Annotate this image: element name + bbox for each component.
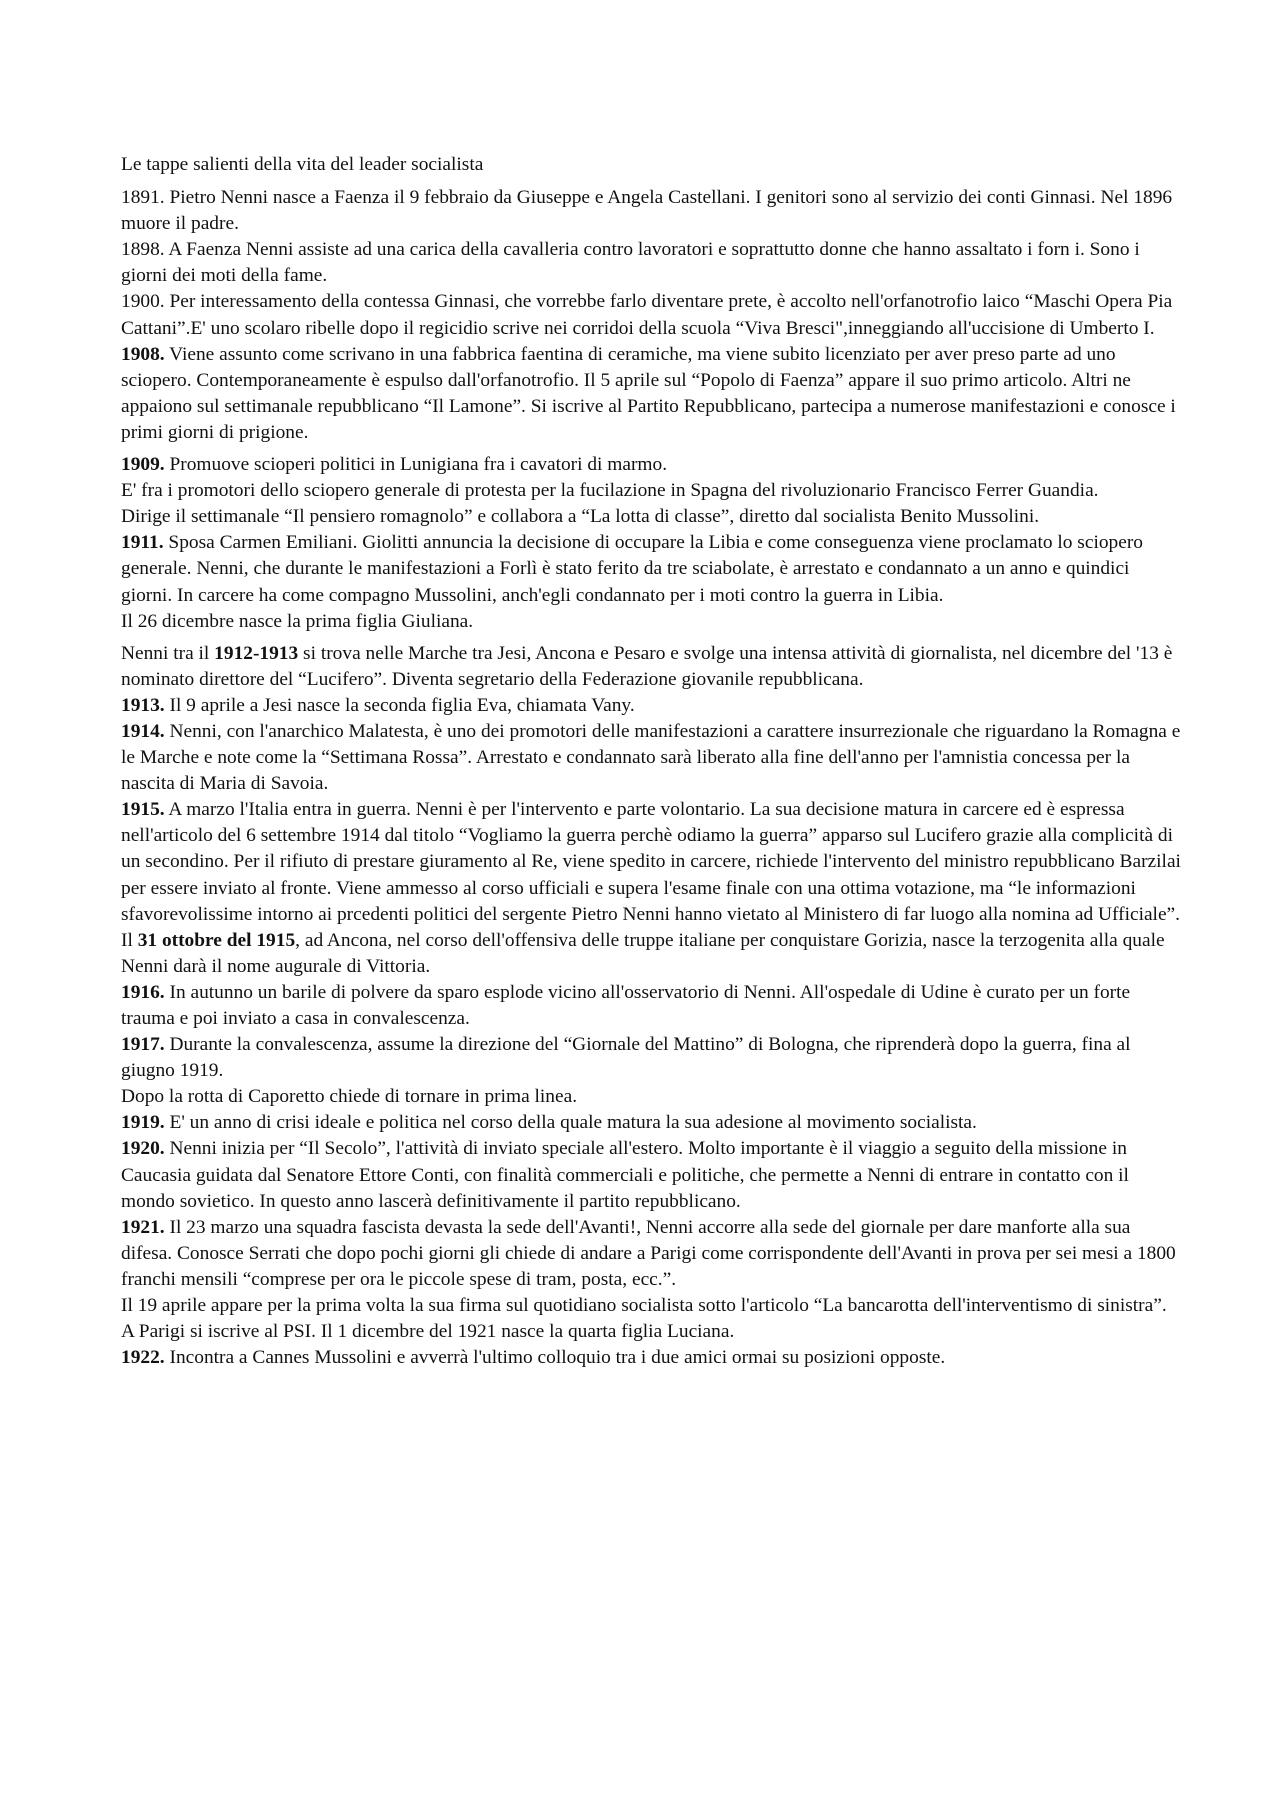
year-label: 1914.	[121, 720, 165, 742]
entry-1908: 1908. Viene assunto come scrivano in una fabbrica faentina di ceramiche, ma viene subito licenziato per aver preso parte ad uno sciopero. Contemporaneamente è espulso dall'orfanotrofio. Il 5 aprile sul “Popolo di Faenza” appare il suo primo articolo. Altri ne appaiono sul settimanale repubblicano “Il Lamone”. Si iscrive al Partito Repubblicano, partecipa a numerose manifestazioni e conosce i primi giorni di prigione.	[121, 343, 1176, 443]
year-label: 1920.	[121, 1138, 165, 1160]
year-label: 1922.	[121, 1347, 165, 1369]
year-label: 1913.	[121, 694, 165, 716]
year-label: 1908.	[121, 343, 165, 365]
entry-1911-giuliana: Il 26 dicembre nasce la prima figlia Giuliana.	[121, 610, 474, 632]
entry-1915-vittoria: Il 31 ottobre del 1915, ad Ancona, nel corso dell'offensiva delle truppe italiane per conquistare Gorizia, nasce la terzogenita alla quale Nenni darà il nome augurale di Vittoria.	[121, 929, 1165, 977]
year-label: 1909.	[121, 454, 165, 476]
year-label: 1917.	[121, 1034, 165, 1056]
entry-1898: 1898. A Faenza Nenni assiste ad una carica della cavalleria contro lavoratori e soprattutto donne che hanno assaltato i forn i. Sono i giorni dei moti della fame.	[121, 239, 1140, 287]
document-title: Le tappe salienti della vita del leader socialista	[121, 154, 484, 175]
entry-1915: 1915. A marzo l'Italia entra in guerra. Nenni è per l'intervento e parte volontario. La sua decisione matura in carcere ed è espressa nell'articolo del 6 settembre 1914 dal titolo “Vogliamo la guerra perchè odiamo la guerra” apparso sul Lucifero grazie alla complicità di un secondino. Per il rifiuto di prestare giuramento al Re, viene spedito in carcere, richiede l'intervento del ministro repubblicano Barzilai per essere inviato al fronte. Viene ammesso al corso ufficiali e supera l'esame finale con una ottima votazione, ma “le informazioni sfavorevolissime intorno ai prcedenti politici del sergente Pietro Nenni hanno vietato al Ministero di far luogo alla nomina ad Ufficiale”.	[121, 799, 1181, 925]
entry-1921: 1921. Il 23 marzo una squadra fascista devasta la sede dell'Avanti!, Nenni accorre alla sede del giornale per dare manforte alla sua difesa. Conosce Serrati che dopo pochi giorni gli chiede di andare a Parigi come corrispondente dell'Avanti in prova per sei mesi a 1800 franchi mensili “comprese per ora le piccole spese di tram, posta, ecc.”.	[121, 1216, 1176, 1290]
entry-1900: 1900. Per interessamento della contessa Ginnasi, che vorrebbe farlo diventare prete, è accolto nell'orfanotrofio laico “Maschi Opera Pia Cattani”.E' uno scolaro ribelle dopo il regicidio scrive nei corridoi della scuola “Viva Bresci",inneggiando all'uccisione di Umberto I.	[121, 291, 1173, 339]
entry-1917-caporetto: Dopo la rotta di Caporetto chiede di tornare in prima linea.	[121, 1086, 578, 1108]
entry-1891: 1891. Pietro Nenni nasce a Faenza il 9 febbraio da Giuseppe e Angela Castellani. I genitori sono al servizio dei conti Ginnasi. Nel 1896 muore il padre.	[121, 187, 1173, 235]
year-label: 1915.	[121, 799, 165, 821]
entry-1909: 1909. Promuove scioperi politici in Lunigiana fra i cavatori di marmo.	[121, 454, 668, 476]
entry-1911: 1911. Sposa Carmen Emiliani. Giolitti annuncia la decisione di occupare la Libia e come conseguenza viene proclamato lo sciopero generale. Nenni, che durante le manifestazioni a Forlì è stato ferito da tre sciabolate, è arrestato e condannato a un anno e quindici giorni. In carcere ha come compagno Mussolini, anch'egli condannato per i moti contro la guerra in Libia.	[121, 532, 1143, 606]
year-label: 1911.	[121, 532, 164, 554]
year-label: 1912-1913	[214, 642, 299, 664]
year-label: 31 ottobre del 1915	[137, 929, 296, 951]
entry-1922: 1922. Incontra a Cannes Mussolini e avverrà l'ultimo colloquio tra i due amici ormai su posizioni opposte.	[121, 1347, 946, 1369]
entry-1909-pensiero: Dirige il settimanale “Il pensiero romagnolo” e collabora a “La lotta di classe”, diretto dal socialista Benito Mussolini.	[121, 506, 1040, 528]
year-label: 1916.	[121, 981, 165, 1003]
entry-1917: 1917. Durante la convalescenza, assume la direzione del “Giornale del Mattino” di Bologna, che riprenderà dopo la guerra, fina al giugno 1919.	[121, 1034, 1131, 1082]
entry-1916: 1916. In autunno un barile di polvere da sparo esplode vicino all'osservatorio di Nenni. All'ospedale di Udine è curato per un forte trauma e poi inviato a casa in convalescenza.	[121, 981, 1131, 1029]
entry-1914: 1914. Nenni, con l'anarchico Malatesta, è uno dei promotori delle manifestazioni a carattere insurrezionale che riguardano la Romagna e le Marche e note come la “Settimana Rossa”. Arrestato e condannato sarà liberato alla fine dell'anno per l'amnistia concessa per la nascita di Maria di Savoia.	[121, 720, 1181, 795]
entry-1913: 1913. Il 9 aprile a Jesi nasce la seconda figlia Eva, chiamata Vany.	[121, 694, 635, 716]
entry-1921-parigi: Il 19 aprile appare per la prima volta la sua firma sul quotidiano socialista sotto l'articolo “La bancarotta dell'interventismo di sinistra”. A Parigi si iscrive al PSI. Il 1 dicembre del 1921 nasce la quarta figlia Luciana.	[121, 1295, 1167, 1343]
entry-1909-ferrer: E' fra i promotori dello sciopero generale di protesta per la fucilazione in Spagna del rivoluzionario Francisco Ferrer Guandia.	[121, 480, 1099, 502]
year-label: 1919.	[121, 1112, 165, 1134]
year-label: 1921.	[121, 1216, 165, 1238]
entry-1919: 1919. E' un anno di crisi ideale e politica nel corso della quale matura la sua adesione al movimento socialista.	[121, 1112, 977, 1134]
entry-1920: 1920. Nenni inizia per “Il Secolo”, l'attività di inviato speciale all'estero. Molto importante è il viaggio a seguito della missione in Caucasia guidata dal Senatore Ettore Conti, con finalità commerciali e politiche, che permette a Nenni di entrare in contatto con il mondo sovietico. In questo anno lascerà definitivamente il partito repubblicano.	[121, 1138, 1129, 1212]
document-page	[121, 152, 1181, 1371]
entry-1912-1913: Nenni tra il 1912-1913 si trova nelle Marche tra Jesi, Ancona e Pesaro e svolge una intensa attività di giornalista, nel dicembre del '13 è nominato direttore del “Lucifero”. Diventa segretario della Federazione giovanile repubblicana.	[121, 642, 1173, 690]
